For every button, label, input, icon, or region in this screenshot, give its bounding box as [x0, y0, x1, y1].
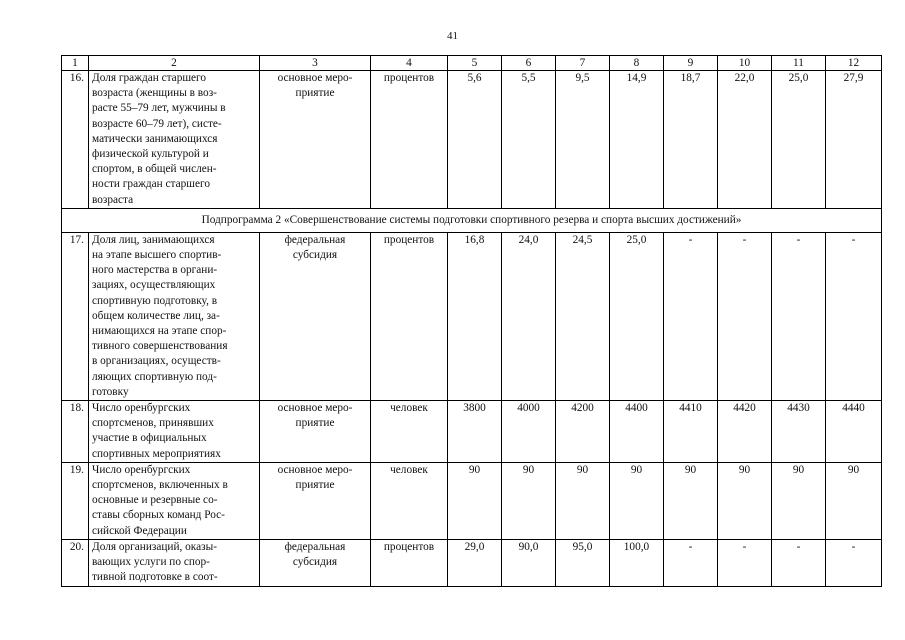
section-title: Подпрограмма 2 «Совершенствование системы подготовки спортивного резерва и спорта высших достижений» — [62, 208, 882, 232]
value-cell: 90 — [502, 462, 556, 539]
page-number: 41 — [447, 30, 458, 42]
funding-type: федеральная субсидия — [260, 539, 371, 586]
row-number: 16. — [62, 71, 89, 209]
value-cell: 4430 — [772, 401, 826, 463]
value-cell: - — [664, 232, 718, 400]
value-cell: - — [826, 539, 882, 586]
value-cell: 90 — [772, 462, 826, 539]
value-cell: - — [718, 539, 772, 586]
value-cell: 9,5 — [556, 71, 610, 209]
row-number: 18. — [62, 401, 89, 463]
funding-type: основное меро- приятие — [260, 462, 371, 539]
unit: человек — [371, 401, 448, 463]
value-cell: - — [718, 232, 772, 400]
value-cell: 90 — [718, 462, 772, 539]
unit: процентов — [371, 232, 448, 400]
value-cell: 90,0 — [502, 539, 556, 586]
row-number: 17. — [62, 232, 89, 400]
indicator-name: Число оренбургских спортсменов, принявших участие в официальных спортивных мероприятиях — [89, 401, 260, 463]
unit: процентов — [371, 539, 448, 586]
value-cell: 90 — [664, 462, 718, 539]
header-cell: 7 — [556, 56, 610, 71]
header-cell: 11 — [772, 56, 826, 71]
value-cell: 16,8 — [448, 232, 502, 400]
header-row — [62, 56, 882, 71]
funding-type: основное меро- приятие — [260, 71, 371, 209]
header-cell: 9 — [664, 56, 718, 71]
table-row — [62, 401, 882, 463]
value-cell: 90 — [448, 462, 502, 539]
value-cell: - — [826, 232, 882, 400]
value-cell: 100,0 — [610, 539, 664, 586]
value-cell: 4420 — [718, 401, 772, 463]
unit: человек — [371, 462, 448, 539]
indicator-name: Доля граждан старшего возраста (женщины в воз- расте 55–79 лет, мужчины в возрасте 60–79 лет), систе- матически занимающихся физической культурой и спортом, в общей числен- ности граждан старшего возраста — [89, 71, 260, 209]
value-cell: 90 — [556, 462, 610, 539]
row-number: 19. — [62, 462, 89, 539]
indicator-name: Доля лиц, занимающихся на этапе высшего спортив- ного мастерства в органи- зациях, осуществляющих спортивную подготовку, в общем количестве лиц, за- нимающихся на этапе спор- тивного совершенствования в организациях, осуществ- ляющих спортивную под- готовку — [89, 232, 260, 400]
value-cell: 4400 — [610, 401, 664, 463]
section-row — [62, 208, 882, 232]
value-cell: 95,0 — [556, 539, 610, 586]
header-cell: 3 — [260, 56, 371, 71]
value-cell: 22,0 — [718, 71, 772, 209]
value-cell: 24,0 — [502, 232, 556, 400]
table-row — [62, 232, 882, 400]
header-cell: 2 — [89, 56, 260, 71]
value-cell: 5,6 — [448, 71, 502, 209]
value-cell: 90 — [826, 462, 882, 539]
table-row — [62, 539, 882, 586]
value-cell: - — [772, 232, 826, 400]
header-cell: 10 — [718, 56, 772, 71]
value-cell: 24,5 — [556, 232, 610, 400]
value-cell: 4410 — [664, 401, 718, 463]
value-cell: 18,7 — [664, 71, 718, 209]
value-cell: 29,0 — [448, 539, 502, 586]
value-cell: 25,0 — [772, 71, 826, 209]
indicator-name: Число оренбургских спортсменов, включенных в основные и резервные со- ставы сборных команд Рос- сийской Федерации — [89, 462, 260, 539]
header-cell: 6 — [502, 56, 556, 71]
value-cell: - — [772, 539, 826, 586]
value-cell: 4440 — [826, 401, 882, 463]
value-cell: 5,5 — [502, 71, 556, 209]
value-cell: 25,0 — [610, 232, 664, 400]
table-row — [62, 71, 882, 209]
header-cell: 5 — [448, 56, 502, 71]
header-cell: 8 — [610, 56, 664, 71]
table-row — [62, 462, 882, 539]
value-cell: 4000 — [502, 401, 556, 463]
unit: процентов — [371, 71, 448, 209]
value-cell: 27,9 — [826, 71, 882, 209]
indicator-name: Доля организаций, оказы- вающих услуги по спор- тивной подготовке в соот- — [89, 539, 260, 586]
row-number: 20. — [62, 539, 89, 586]
header-cell: 1 — [62, 56, 89, 71]
funding-type: основное меро- приятие — [260, 401, 371, 463]
indicator-table — [61, 55, 882, 587]
value-cell: 3800 — [448, 401, 502, 463]
value-cell: - — [664, 539, 718, 586]
value-cell: 90 — [610, 462, 664, 539]
header-cell: 12 — [826, 56, 882, 71]
header-cell: 4 — [371, 56, 448, 71]
funding-type: федеральная субсидия — [260, 232, 371, 400]
value-cell: 4200 — [556, 401, 610, 463]
value-cell: 14,9 — [610, 71, 664, 209]
